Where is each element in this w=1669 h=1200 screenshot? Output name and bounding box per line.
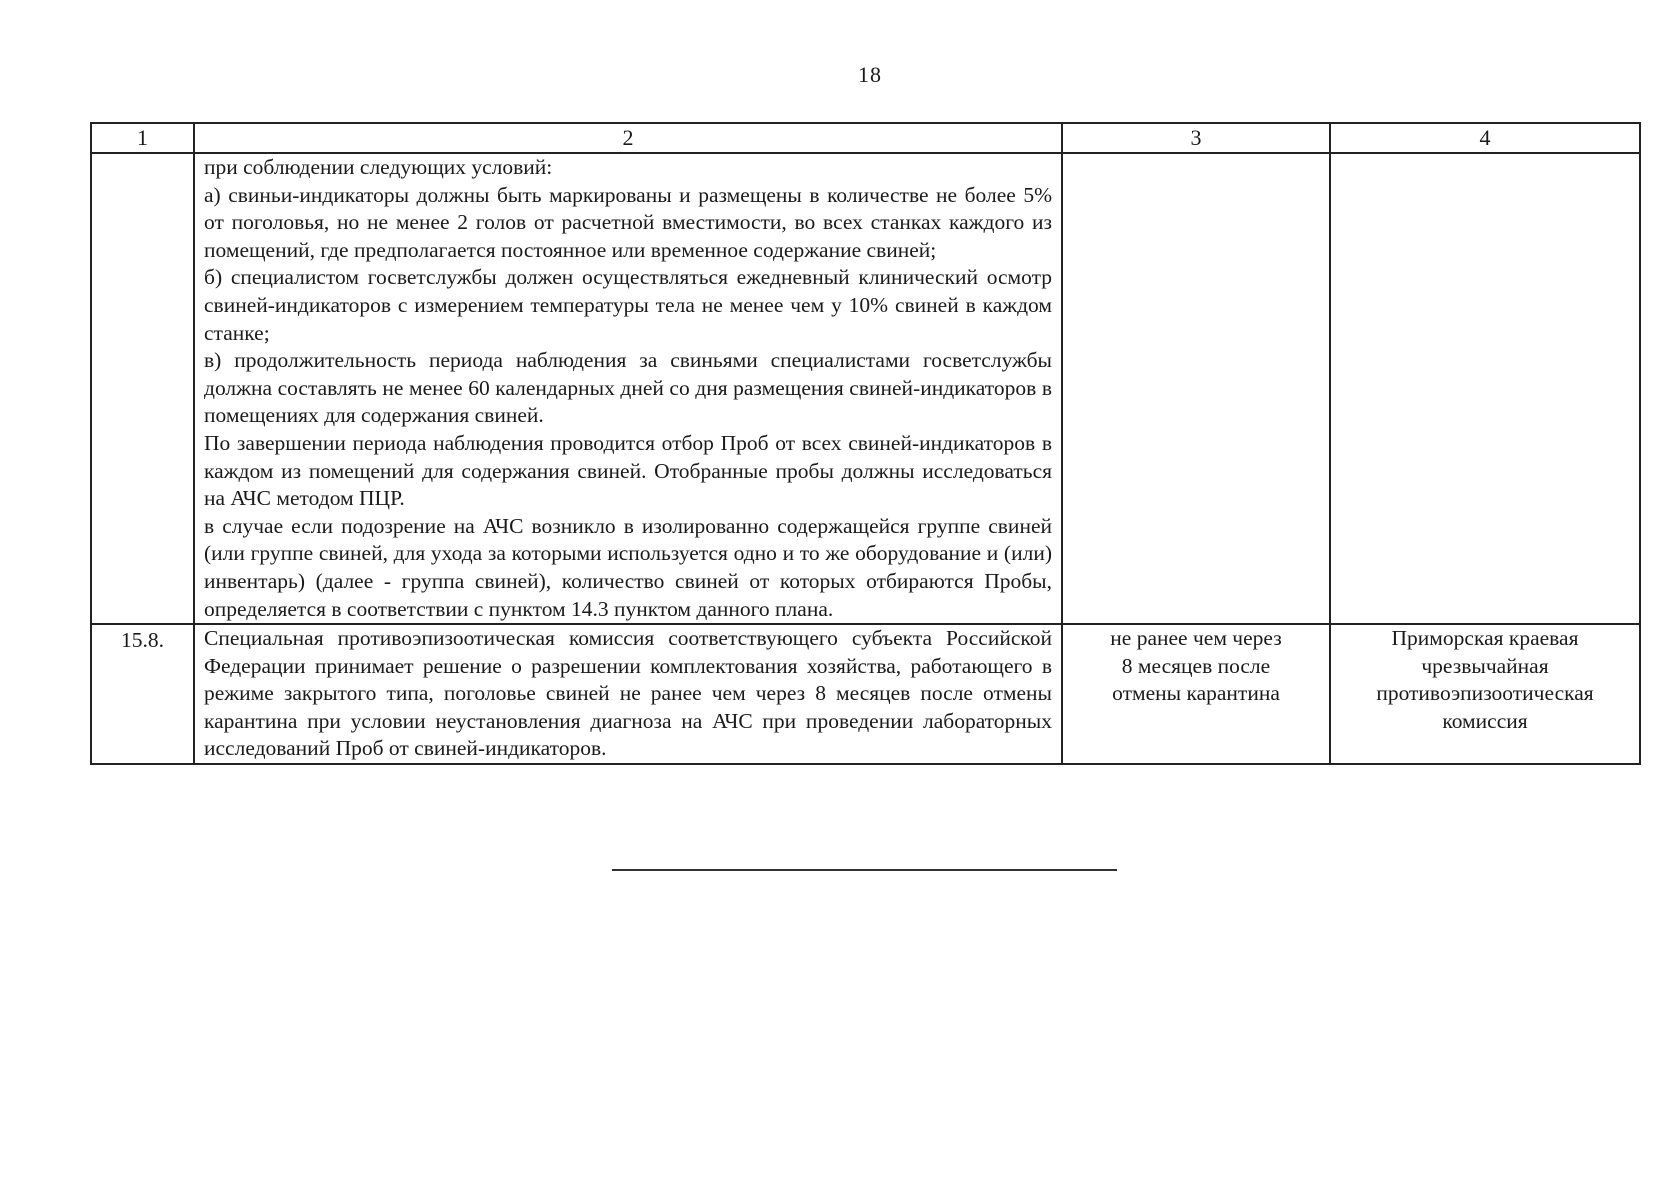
continuation-term-cell xyxy=(1062,153,1330,624)
term-line: не ранее чем через xyxy=(1110,626,1282,651)
header-col-3: 3 xyxy=(1062,123,1330,153)
continuation-paragraph: б) специалистом госветслужбы должен осуществляться ежедневный клинический осмотр свиней-индикаторов с измерением температуры тела не менее чем у 10% свиней в каждом станке; xyxy=(204,265,1052,345)
header-col-4: 4 xyxy=(1330,123,1640,153)
responsible-line: чрезвычайная xyxy=(1421,653,1549,678)
continuation-paragraph: а) свиньи-индикаторы должны быть маркированы и размещены в количестве не более 5% от поголовья, но не менее 2 голов от расчетной вместимости, во всех станках каждого из помещений, где предполагается постоянное или временное содержание свиней; xyxy=(204,182,1052,262)
continuation-paragraph: при соблюдении следующих условий: xyxy=(204,155,553,179)
row-term-cell xyxy=(1062,624,1330,764)
row-number: 15.8. xyxy=(91,624,194,764)
page-number: 18 xyxy=(858,62,882,87)
row-text-cell xyxy=(194,624,1062,764)
responsible-line: Приморская краевая xyxy=(1391,626,1579,651)
continuation-number-cell xyxy=(91,153,194,624)
header-col-1: 1 xyxy=(91,123,194,153)
end-of-document-rule xyxy=(612,869,1117,871)
table-row-15-8 xyxy=(91,624,1640,764)
header-col-2: 2 xyxy=(194,123,1062,153)
row-text: Специальная противоэпизоотическая комиссия соответствующего субъекта Российской Федерации принимает решение о разрешении комплектования хозяйства, работающего в режиме закрытого типа, поголовье свиней не ранее чем через 8 месяцев после отмены карантина при условии неустановления диагноза на АЧС при проведении лабораторных исследований Проб от свиней-индикаторов. xyxy=(204,626,1052,761)
continuation-paragraph: По завершении периода наблюдения проводится отбор Проб от всех свиней-индикаторов в каждом из помещений для содержания свиней. Отобранные пробы должны исследоваться на АЧС методом ПЦР. xyxy=(204,430,1052,511)
responsible-line: комиссия xyxy=(1442,708,1528,733)
table-row-continuation xyxy=(91,153,1640,624)
responsible-line: противоэпизоотическая xyxy=(1376,681,1594,706)
term-line: 8 месяцев после xyxy=(1121,653,1271,678)
continuation-text-cell xyxy=(194,153,1062,624)
term-line: отмены карантина xyxy=(1112,681,1280,706)
continuation-paragraph: в) продолжительность периода наблюдения за свиньями специалистами госветслужбы должна составлять не менее 60 календарных дней со дня размещения свиней-индикаторов в помещениях для содержания свиней. xyxy=(204,348,1052,428)
plan-table xyxy=(90,122,1641,765)
continuation-responsible-cell xyxy=(1330,153,1640,624)
row-responsible-cell xyxy=(1330,624,1640,764)
table-header-row xyxy=(91,123,1640,153)
continuation-paragraph: в случае если подозрение на АЧС возникло в изолированно содержащейся группе свиней (или группе свиней, для ухода за которыми используется одно и то же оборудование и (или) инвентарь) (далее - группа свиней), количество свиней от которых отбираются Пробы, определяется в соответствии с пунктом 14.3 пунктом данного плана. xyxy=(204,513,1052,621)
